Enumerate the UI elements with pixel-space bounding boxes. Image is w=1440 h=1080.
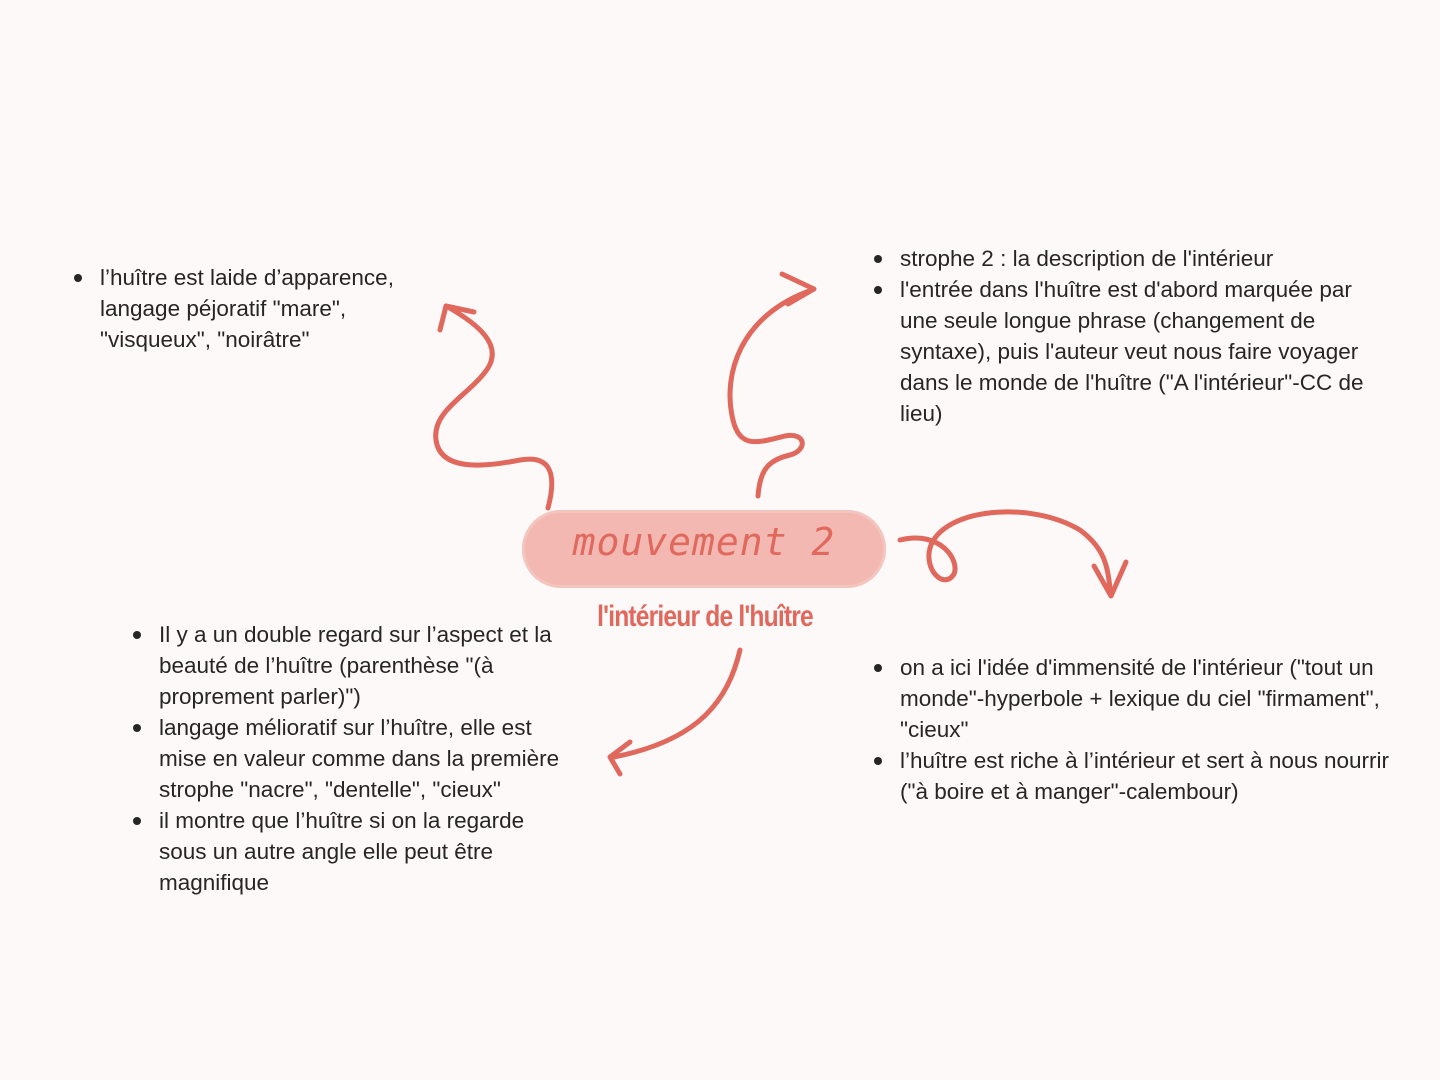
arrow-to-top-left	[436, 306, 552, 508]
bullet-item: Il y a un double regard sur l’aspect et la beauté de l’huître (parenthèse "(à proprement parler)")	[133, 619, 573, 712]
note-top-left	[74, 262, 424, 355]
note-top-right	[874, 243, 1394, 429]
bullet-item: langage mélioratif sur l’huître, elle est mise en valeur comme dans la première strophe "nacre", "dentelle", "cieux"	[133, 712, 573, 805]
bullet-item: strophe 2 : la description de l'intérieur	[874, 243, 1394, 274]
bullet-item: il montre que l’huître si on la regarde sous un autre angle elle peut être magnifique	[133, 805, 573, 898]
arrow-to-top-right	[730, 290, 812, 496]
bullet-item: on a ici l'idée d'immensité de l'intérieur ("tout un monde"-hyperbole + lexique du ciel "firmament", "cieux"	[874, 652, 1404, 745]
note-bottom-left	[133, 619, 573, 898]
bullet-item: l'entrée dans l'huître est d'abord marquée par une seule longue phrase (changement de syntaxe), puis l'auteur veut nous faire voyager dans le monde de l'huître ("A l'intérieur"-CC de lieu)	[874, 274, 1394, 429]
center-subtitle: l'intérieur de l'huître	[597, 600, 813, 633]
note-bottom-right	[874, 652, 1404, 807]
bullet-item: l’huître est laide d’apparence, langage péjoratif "mare", "visqueux", "noirâtre"	[74, 262, 424, 355]
bullet-item: l’huître est riche à l’intérieur et sert à nous nourrir ("à boire et à manger"-calembour)	[874, 745, 1404, 807]
arrow-to-bottom-left	[614, 650, 740, 757]
arrow-to-bottom-right	[900, 512, 1110, 590]
center-title: mouvement 2	[572, 520, 836, 564]
